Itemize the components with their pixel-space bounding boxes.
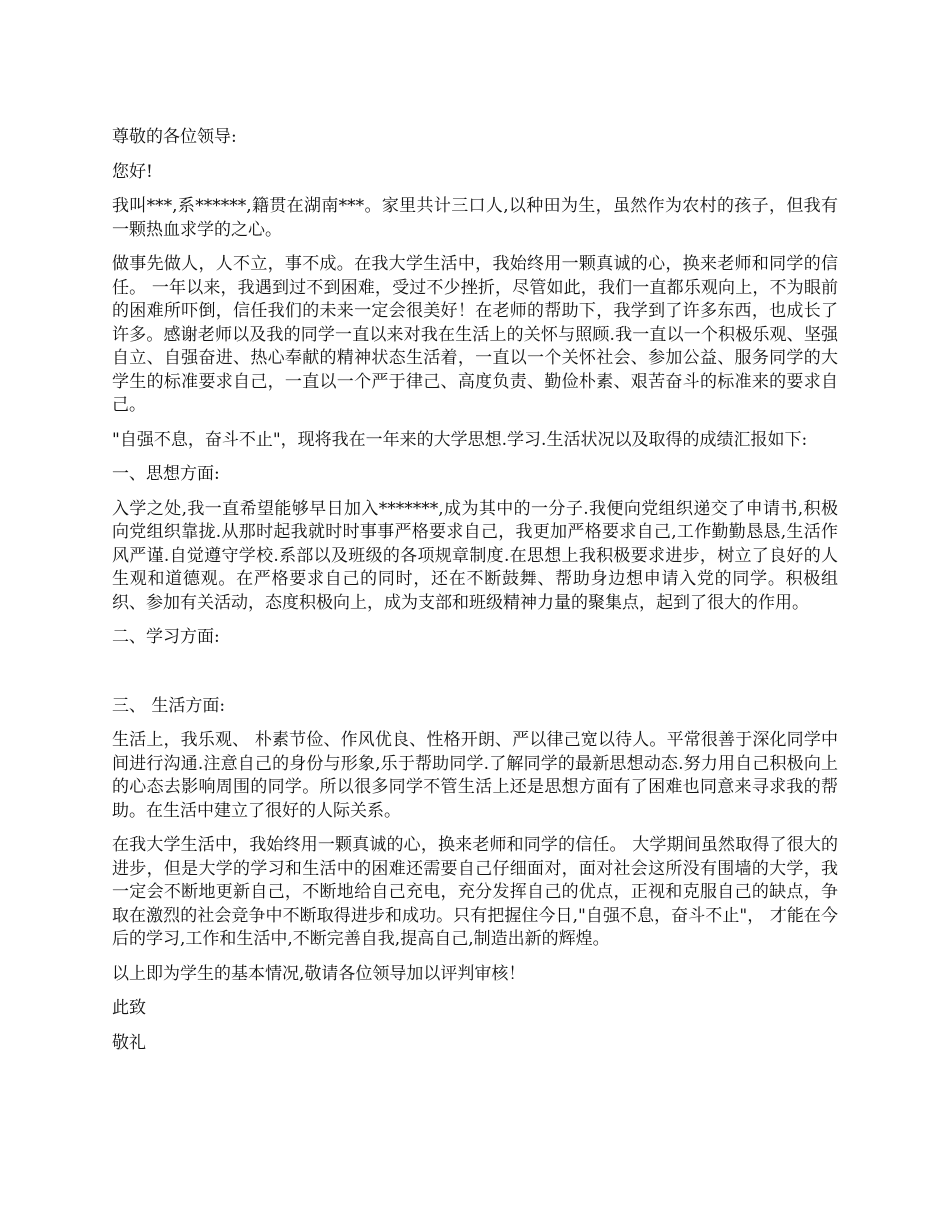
closing-line-1: 此致 <box>112 998 146 1018</box>
motto-paragraph: "自强不息，奋斗不止"，现将我在一年来的大学思想.学习.生活状况以及取得的成绩汇报如下: <box>112 429 808 450</box>
life-paragraph: 生活上，我乐观、 朴素节俭、作风优良、性格开朗、严以律己宽以待人。平常很善于深化同学中间进行沟通.注意自己的身份与形象,乐于帮助同学.了解同学的最新思想动态.努力用自己积极向上的心态去影响周围的同学。所以很多同学不管生活上还是思想方面有了困难也同意来寻求我的帮助。在生活中建立了很好的人际关系。 <box>112 730 838 821</box>
empty-study-section <box>112 661 838 695</box>
section-heading-thought: 一、思想方面: <box>112 464 220 484</box>
closing-line-2: 敬礼 <box>112 1032 146 1053</box>
section-heading-study: 二、学习方面: <box>112 627 220 647</box>
section-heading-life: 三、 生活方面: <box>112 695 226 716</box>
salutation: 尊敬的各位领导: <box>112 127 237 147</box>
greeting: 您好! <box>112 161 153 182</box>
intro-paragraph: 我叫***,系******,籍贯在湖南***。家里共计三口人,以种田为生，虽然作为农村的孩子，但我有一颗热血求学的之心。 <box>112 196 838 240</box>
summary-paragraph: 在我大学生活中，我始终用一颗真诚的心，换来老师和同学的信任。 大学期间虽然取得了很大的进步，但是大学的学习和生活中的困难还需要自己仔细面对，面对社会这所没有围墙的大学，我一定会不断地更新自己，不断地给自己充电，充分发挥自己的优点，正视和克服自己的缺点，争取在激烈的社会竞争中不断取得进步和成功。只有把握住今日,"自强不息，奋斗不止"， 才能在今后的学习,工作和生活中,不断完善自我,提高自己,制造出新的辉煌。 <box>112 835 838 949</box>
thought-paragraph: 入学之处,我一直希望能够早日加入*******,成为其中的一分子.我便向党组织递交了申请书,积极向党组织靠拢.从那时起我就时时事事严格要求自己，我更加严格要求自己,工作勤勤恳恳,生活作风严谨.自觉遵守学校.系部以及班级的各项规章制度.在思想上我积极要求进步，树立了良好的人生观和道德观。在严格要求自己的同时，还在不断鼓舞、帮助身边想申请入党的同学。积极组织、参加有关活动，态度积极向上，成为支部和班级精神力量的聚集点，起到了很大的作用。 <box>112 498 838 613</box>
letter-body <box>112 126 838 1066</box>
conduct-paragraph: 做事先做人，人不立，事不成。在我大学生活中，我始终用一颗真诚的心，换来老师和同学的信任。 一年以来，我遇到过不到困难，受过不少挫折，尽管如此，我们一直都乐观向上，不为眼前的困难所吓倒，信任我们的未来一定会很美好！在老师的帮助下，我学到了许多东西，也成长了许多。感谢老师以及我的同学一直以来对我在生活上的关怀与照顾.我一直以一个积极乐观、坚强自立、自强奋进、热心奉献的精神状态生活着，一直以一个关怀社会、参加公益、服务同学的大学生的标准要求自己，一直以一个严于律己、高度负责、勤俭朴素、艰苦奋斗的标准来的要求自己。 <box>112 254 838 415</box>
closing-paragraph: 以上即为学生的基本情况,敬请各位领导加以评判审核！ <box>112 963 526 984</box>
